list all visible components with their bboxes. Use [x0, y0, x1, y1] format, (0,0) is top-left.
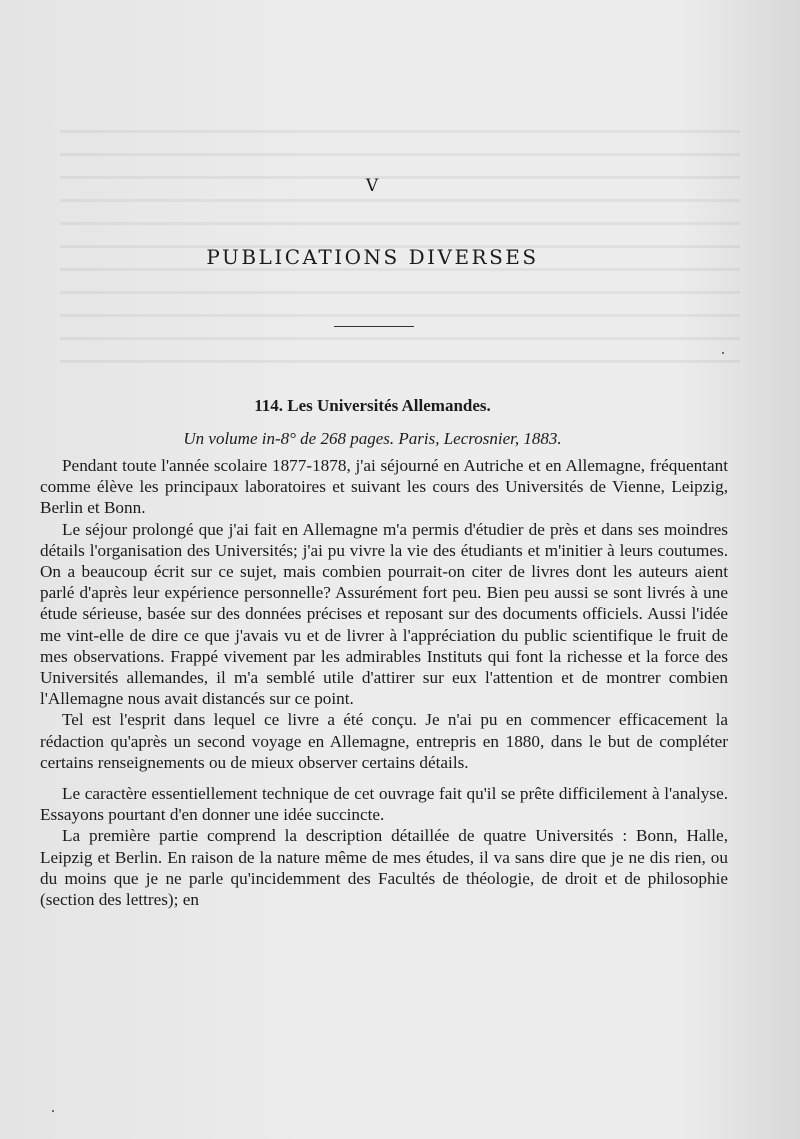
entry-heading: 114. Les Universités Allemandes. — [254, 396, 491, 415]
section-divider — [334, 326, 414, 327]
paragraph-1: Pendant toute l'année scolaire 1877-1878, j'ai séjourné en Autriche et en Allemagne, fréquentant comme élève les principaux laboratoires et suivant les cours des Universités de Vienne, Leipzig, Berlin et Bonn. — [40, 456, 728, 518]
bleed-through-text — [60, 110, 740, 370]
paragraph-2: Le séjour prolongé que j'ai fait en Allemagne m'a permis d'étudier de près et dans ses moindres détails l'organisation des Universités; j'ai pu vivre la vie des étudiants et m'initier à leurs coutumes. On a beaucoup écrit sur ce sujet, mais combien pourrait-on citer de livres dont les auteurs aient parlé d'après leur expérience personnelle? Assurément fort peu. Bien peu aussi se sont livrés à une étude sérieuse, basée sur des données précises et reposant sur des documents officiels. Aussi l'idée me vint-elle de dire ce que j'avais vu et de livrer à l'appréciation du public scientifique le fruit de mes observations. Frappé vivement par les admirables Instituts qui font la richesse et la force des Universités allemandes, il m'a semblé utile d'attirer sur eux l'attention et de montrer combien l'Allemagne nous avait distancés sur ce point. — [40, 519, 728, 709]
body-text — [40, 455, 728, 910]
paper-speck — [52, 1110, 54, 1112]
section-title: PUBLICATIONS DIVERSES — [206, 245, 539, 269]
paper-speck — [722, 352, 724, 354]
entry-subtitle: Un volume in-8° de 268 pages. Paris, Lecrosnier, 1883. — [183, 429, 562, 448]
section-number: V — [365, 176, 380, 196]
paragraph-5: La première partie comprend la description détaillée de quatre Universités : Bonn, Halle, Leipzig et Berlin. En raison de la nature même de mes études, il va sans dire que je ne dis rien, ou du moins que je ne parle qu'incidemment des Facultés de théologie, de droit et de philosophie (section des lettres); en — [40, 826, 728, 910]
paragraph-4: Le caractère essentiellement technique de cet ouvrage fait qu'il se prête difficilement à l'analyse. Essayons pourtant d'en donner une idée succincte. — [40, 784, 728, 825]
paragraph-3: Tel est l'esprit dans lequel ce livre a été conçu. Je n'ai pu en commencer efficacement la rédaction qu'après un second voyage en Allemagne, entrepris en 1880, dans le but de compléter certains renseignements ou de mieux observer certains détails. — [40, 710, 728, 772]
